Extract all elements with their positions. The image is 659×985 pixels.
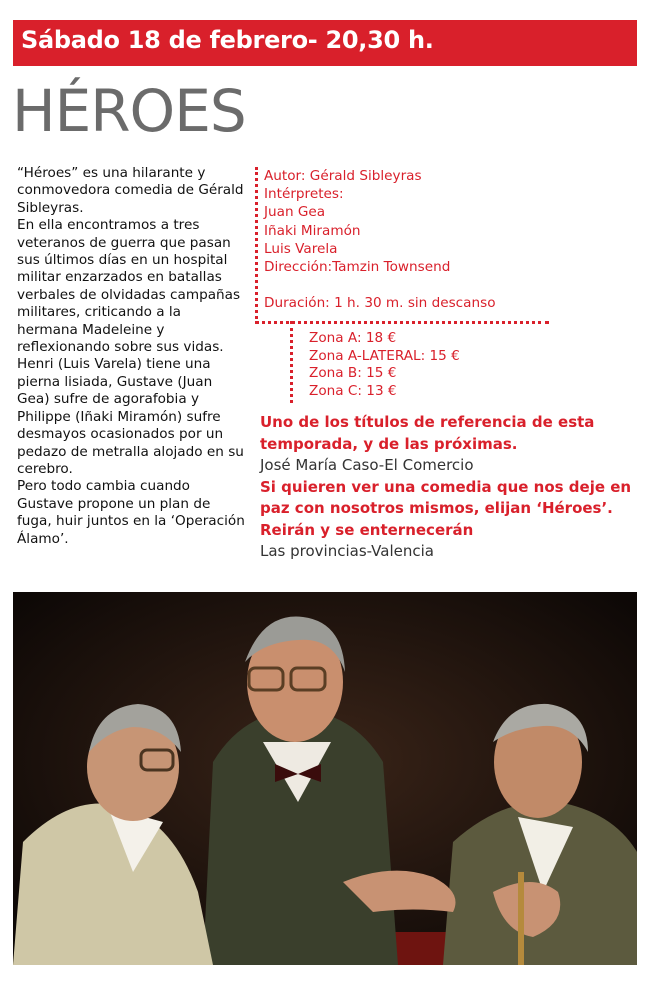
price-zone-a-lateral: Zona A-LATERAL: 15 € [309, 347, 460, 364]
author-line: Autor: Gérald Sibleyras [264, 168, 422, 184]
performer-name: Iñaki Miramón [264, 222, 361, 239]
play-title: HÉROES [12, 77, 246, 145]
price-list [309, 330, 460, 400]
date-time-text: Sábado 18 de febrero- 20,30 h. [21, 26, 434, 54]
press-reviews [260, 412, 640, 563]
direction-line: Dirección:Tamzin Townsend [264, 259, 451, 276]
credits-block [264, 167, 496, 312]
review-source: Las provincias-Valencia [260, 542, 434, 560]
stage-photo [13, 592, 637, 965]
review-quote: Si quieren ver una comedia que nos deje en paz con nosotros mismos, elijan ‘Héroes’. Reirán y se enternecerán [260, 477, 632, 539]
description-paragraph: “Héroes” es una hilarante y conmovedora comedia de Gérald Sibleyras. [17, 165, 244, 216]
review-source: José María Caso-El Comercio [260, 456, 474, 474]
date-banner [13, 20, 637, 66]
price-zone-a: Zona A: 18 € [309, 330, 397, 346]
review-quote: Uno de los títulos de referencia de esta temporada, y de las próximas. [260, 413, 595, 453]
price-zone-c: Zona C: 13 € [309, 382, 397, 399]
play-description [17, 165, 245, 548]
dotted-divider-horizontal [255, 321, 549, 324]
performers-label: Intérpretes: [264, 186, 344, 203]
dotted-divider-vertical-prices [290, 321, 293, 403]
performer-name: Luis Varela [264, 240, 338, 257]
dotted-divider-vertical [255, 167, 258, 324]
duration-line: Duración: 1 h. 30 m. sin descanso [264, 295, 496, 312]
price-zone-b: Zona B: 15 € [309, 365, 397, 382]
description-paragraph: Henri (Luis Varela) tiene una pierna lisiada, Gustave (Juan Gea) sufre de agorafobia y Philippe (Iñaki Miramón) sufre desmayos ocasionados por un pedazo de metralla alojado en su cerebro. [17, 356, 244, 477]
performer-name: Juan Gea [264, 204, 326, 221]
description-paragraph: Pero todo cambia cuando Gustave propone un plan de fuga, huir juntos en la ‘Operación Álamo’. [17, 478, 245, 547]
description-paragraph: En ella encontramos a tres veteranos de guerra que pasan sus últimos días en un hospital militar enzarzados en batallas verbales de olvidadas campañas militares, criticando a la hermana Madeleine y reflexionando sobre sus vidas. [17, 217, 241, 356]
actors-illustration [13, 592, 637, 965]
